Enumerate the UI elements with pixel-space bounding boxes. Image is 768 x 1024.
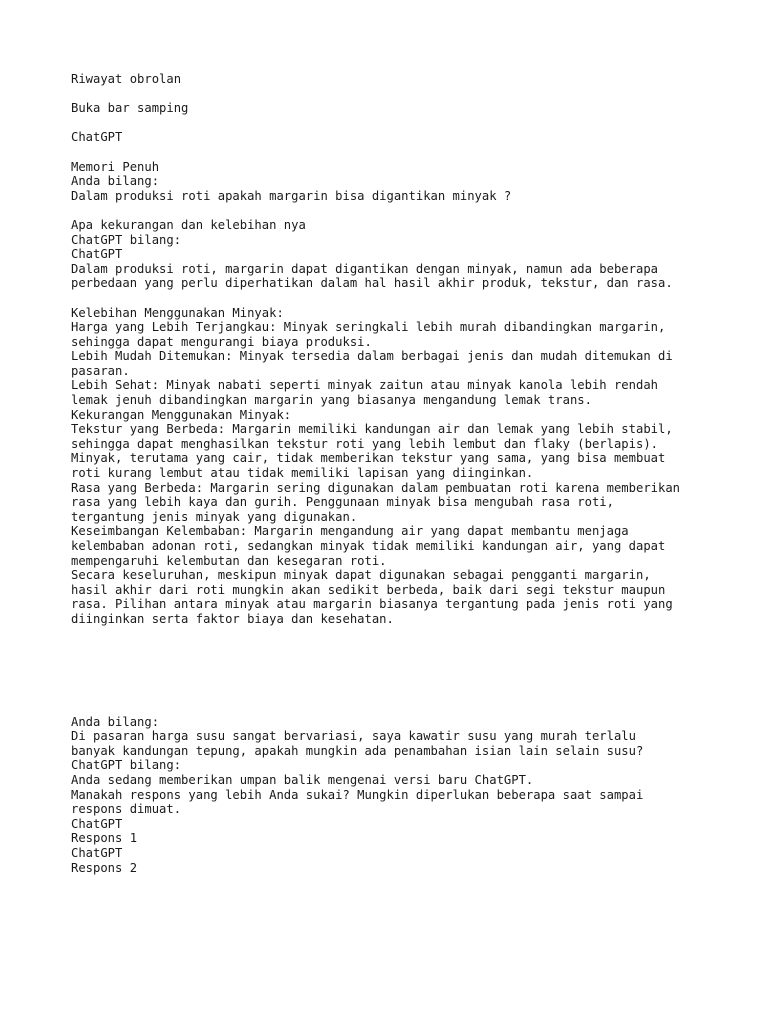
response-label: Respons 2 — [71, 860, 138, 875]
message-line: Lebih Sehat: Minyak nabati seperti minyak zaitun atau minyak kanola lebih rendah — [71, 378, 658, 393]
message-line: mempengaruhi kelembutan dan kesegaran roti. — [71, 553, 387, 568]
message-line: rasa. Pilihan antara minyak atau margarin biasanya tergantung pada jenis roti yang — [71, 597, 673, 612]
message-line: Harga yang Lebih Terjangkau: Minyak seringkali lebih murah dibandingkan margarin, — [71, 320, 666, 335]
message-line: tergantung jenis minyak yang digunakan. — [71, 509, 358, 524]
user-message-1 — [71, 174, 731, 232]
message-line: Lebih Mudah Ditemukan: Minyak tersedia dalam berbagai jenis dan mudah ditemukan di — [71, 349, 673, 364]
response-option-1[interactable] — [71, 817, 731, 846]
app-name: ChatGPT — [71, 130, 123, 145]
spacer — [71, 145, 731, 160]
assistant-message-2 — [71, 758, 731, 875]
message-line: sehingga dapat menghasilkan tekstur roti yang lebih lembut dan flaky (berlapis). — [71, 436, 658, 451]
message-line: kelembaban adonan roti, sedangkan minyak tidak memiliki kandungan air, yang dapat — [71, 539, 666, 553]
response-label: Respons 1 — [71, 831, 138, 846]
chat-transcript — [71, 72, 731, 875]
open-sidebar-button[interactable]: Buka bar samping — [71, 101, 189, 116]
chat-history-link[interactable]: Riwayat obrolan — [71, 72, 182, 86]
speaker-label: Anda bilang: — [71, 714, 160, 729]
response-model-name: ChatGPT — [71, 845, 123, 860]
message-line: perbedaan yang perlu diperhatikan dalam hal hasil akhir produk, tekstur, dan rasa. — [71, 276, 673, 291]
message-line: hasil akhir dari roti mungkin akan sedikit berbeda, baik dari segi tekstur maupun — [71, 582, 666, 597]
message-line — [71, 203, 731, 218]
message-line: Rasa yang Berbeda: Margarin sering digunakan dalam pembuatan roti karena memberikan — [71, 480, 681, 495]
message-line: rasa yang lebih kaya dan gurih. Penggunaan minyak bisa mengubah rasa roti, — [71, 495, 614, 510]
message-line: pasaran. — [71, 363, 130, 378]
message-line: Secara keseluruhan, meskipun minyak dapat digunakan sebagai pengganti margarin, — [71, 568, 651, 583]
response-option-2[interactable] — [71, 846, 731, 875]
message-line: Apa kekurangan dan kelebihan nya — [71, 217, 306, 232]
message-line: Kelebihan Menggunakan Minyak: — [71, 305, 284, 320]
message-line: Anda sedang memberikan umpan balik mengenai versi baru ChatGPT. — [71, 772, 534, 787]
message-line: lemak jenuh dibandingkan margarin yang biasanya mengandung lemak trans. — [71, 393, 592, 408]
message-line: diinginkan serta faktor biaya dan kesehatan. — [71, 611, 394, 626]
speaker-label: ChatGPT bilang: — [71, 758, 182, 773]
assistant-body — [71, 306, 731, 627]
message-line: Keseimbangan Kelembaban: Margarin mengandung air yang dapat membantu menjaga — [71, 524, 629, 539]
message-line: Manakah respons yang lebih Anda sukai? Mungkin diperlukan beberapa saat sampai — [71, 787, 644, 802]
assistant-message-1 — [71, 233, 731, 627]
spacer — [71, 87, 731, 102]
message-line: Tekstur yang Berbeda: Margarin memiliki kandungan air dan lemak yang lebih stabil, — [71, 422, 673, 437]
message-line: Di pasaran harga susu sangat bervariasi, saya kawatir susu yang murah terlalu — [71, 729, 636, 744]
memory-status: Memori Penuh — [71, 159, 160, 174]
message-line: Dalam produksi roti, margarin dapat digantikan dengan minyak, namun ada beberapa — [71, 261, 658, 276]
message-line: Dalam produksi roti apakah margarin bisa digantikan minyak ? — [71, 188, 512, 203]
assistant-name: ChatGPT — [71, 247, 123, 262]
spacer — [71, 116, 731, 131]
message-line: banyak kandungan tepung, apakah mungkin ada penambahan isian lain selain susu? — [71, 743, 644, 758]
response-model-name: ChatGPT — [71, 816, 123, 831]
speaker-label: ChatGPT bilang: — [71, 232, 182, 247]
speaker-label: Anda bilang: — [71, 174, 160, 189]
message-line: Kekurangan Menggunakan Minyak: — [71, 407, 292, 422]
user-message-2 — [71, 715, 731, 759]
message-line: respons dimuat. — [71, 802, 182, 817]
spacer — [71, 627, 731, 715]
spacer — [71, 291, 731, 306]
message-line: Minyak, terutama yang cair, tidak memberikan tekstur yang sama, yang bisa membuat — [71, 451, 666, 466]
message-line: sehingga dapat mengurangi biaya produksi. — [71, 334, 372, 349]
message-line: roti kurang lembut atau tidak memiliki lapisan yang diinginkan. — [71, 466, 534, 481]
